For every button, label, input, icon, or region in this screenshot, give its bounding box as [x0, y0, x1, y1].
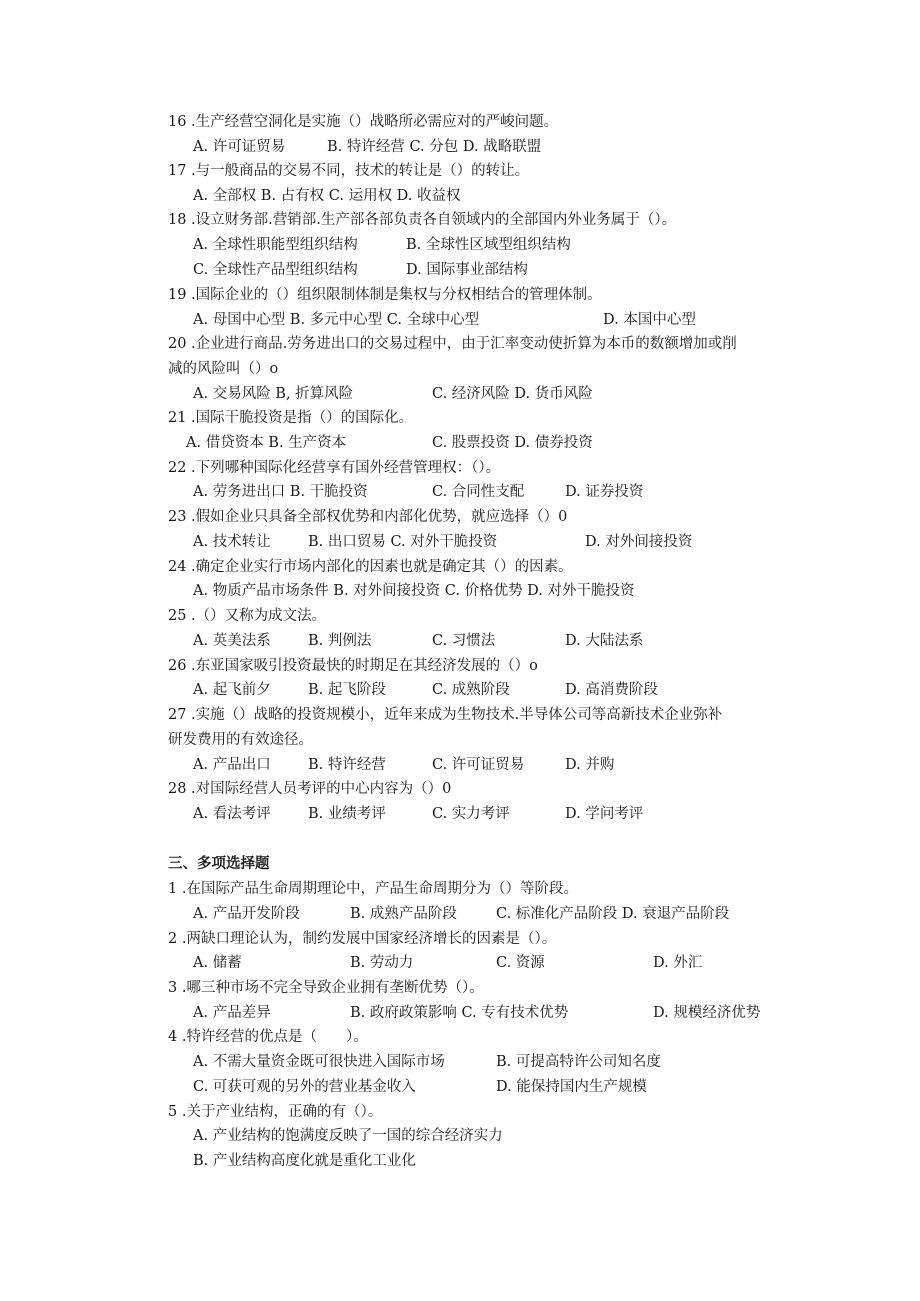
question-26-option-c: C. 成熟阶段 — [432, 682, 510, 698]
multi-question-1-option-a: A. 产品开发阶段 — [193, 906, 300, 922]
question-20-option-ab: A. 交易风险 B, 折算风险 — [193, 386, 354, 402]
multi-question-4-option-c: C. 可获可观的另外的营业基金收入 — [193, 1079, 416, 1095]
multi-question-1-option-b: B. 成熟产品阶段 — [350, 906, 457, 922]
question-19-option-abc: A. 母国中心型 B. 多元中心型 C. 全球中心型 — [193, 312, 480, 328]
multi-question-3-option-d: D. 规模经济优势 — [653, 1005, 761, 1021]
question-22-option-c: C. 合同性支配 — [432, 484, 525, 500]
question-22-stem: 22 .下列哪种国际化经营享有国外经营管理权：（）。 — [168, 460, 501, 476]
question-28-option-a: A. 看法考评 — [193, 806, 271, 822]
multi-question-2-stem: 2 .两缺口理论认为，制约发展中国家经济增长的因素是（）。 — [168, 931, 557, 947]
question-28-option-b: B. 业绩考评 — [308, 806, 386, 822]
question-27-option-d: D. 并购 — [565, 757, 615, 773]
question-24-options: A. 物质产品市场条件 B. 对外间接投资 C. 价格优势 D. 对外干脆投资 — [193, 583, 635, 599]
question-23-option-bc: B. 出口贸易 C. 对外干脆投资 — [308, 534, 498, 550]
multi-question-4-option-a: A. 不需大量资金既可很快进入国际市场 — [193, 1054, 445, 1070]
question-25-option-b: B. 判例法 — [308, 633, 372, 649]
multi-question-5-stem: 5 .关于产业结构，正确的有（）。 — [168, 1104, 383, 1120]
question-25-option-d: D. 大陆法系 — [565, 633, 644, 649]
multi-question-1-option-cd: C. 标准化产品阶段 D. 衰退产品阶段 — [496, 906, 730, 922]
question-28-stem: 28 .对国际经营人员考评的中心内容为（）0 — [168, 781, 452, 797]
multi-question-4-option-d: D. 能保持国内生产规模 — [496, 1079, 647, 1095]
question-28-option-d: D. 学问考评 — [565, 806, 644, 822]
question-25-stem: 25 .（）又称为成文法。 — [168, 608, 327, 624]
question-20-stem-line2: 减的风险叫（）o — [168, 361, 279, 377]
question-19-stem: 19 .国际企业的（）组织限制体制是集权与分权相结合的管理体制。 — [168, 287, 602, 303]
question-28-option-c: C. 实力考评 — [432, 806, 510, 822]
question-23-option-a: A. 技术转让 — [193, 534, 271, 550]
question-16-option-bcd: B. 特许经营 C. 分包 D. 战略联盟 — [327, 139, 542, 155]
question-21-option-ab: A. 借贷资本 B. 生产资本 — [186, 435, 347, 451]
section-heading-multiple-choice: 三、多项选择题 — [168, 856, 270, 872]
multi-question-3-option-a: A. 产品差异 — [193, 1005, 271, 1021]
question-26-stem: 26 .东亚国家吸引投资最快的时期足在其经济发展的（）o — [168, 658, 538, 674]
question-27-stem-line2: 研发费用的有效途径。 — [168, 732, 313, 748]
question-21-stem: 21 .国际干脆投资是指（）的国际化。 — [168, 410, 414, 426]
multi-question-2-option-b: B. 劳动力 — [350, 955, 414, 971]
multi-question-5-option-b: B. 产业结构高度化就是重化工业化 — [193, 1153, 416, 1169]
question-23-stem: 23 .假如企业只具备全部权优势和内部化优势，就应选择（）0 — [168, 509, 568, 525]
multi-question-2-option-d: D. 外汇 — [653, 955, 703, 971]
multi-question-3-stem: 3 .哪三种市场不完全导致企业拥有垄断优势（）。 — [168, 980, 484, 996]
question-26-option-a: A. 起飞前夕 — [193, 682, 271, 698]
question-24-stem: 24 .确定企业实行市场内部化的因素也就是确定其（）的因素。 — [168, 559, 573, 575]
question-27-stem-line1: 27 .实施（）战略的投资规模小，近年来成为生物技术.半导体公司等高新技术企业弥补 — [168, 707, 723, 723]
multi-question-1-stem: 1 .在国际产品生命周期理论中，产品生命周期分为（）等阶段。 — [168, 881, 578, 897]
question-16-option-a: A. 许可证贸易 — [193, 139, 286, 155]
multi-question-5-option-a: A. 产业结构的饱满度反映了一国的综合经济实力 — [193, 1128, 503, 1144]
question-27-option-c: C. 许可证贸易 — [432, 757, 525, 773]
question-18-option-b: B. 全球性区域型组织结构 — [406, 237, 571, 253]
question-20-stem-line1: 20 .企业进行商品.劳务进出口的交易过程中，由于汇率变动使折算为本币的数额增加或削 — [168, 336, 737, 352]
question-18-option-d: D. 国际事业部结构 — [406, 262, 528, 278]
multi-question-4-stem: 4 .特许经营的优点是（ ）。 — [168, 1029, 368, 1045]
question-27-option-a: A. 产品出口 — [193, 757, 271, 773]
question-22-option-ab: A. 劳务进出口 B. 干脆投资 — [193, 484, 368, 500]
question-18-option-c: C. 全球性产品型组织结构 — [193, 262, 358, 278]
question-21-option-cd: C. 股票投资 D. 债券投资 — [432, 435, 593, 451]
question-20-option-cd: C. 经济风险 D. 货币风险 — [432, 386, 593, 402]
question-16-stem: 16 .生产经营空洞化是实施（）战略所必需应对的严峻问题。 — [168, 114, 559, 130]
multi-question-2-option-a: A. 储蓄 — [193, 955, 242, 971]
question-25-option-c: C. 习惯法 — [432, 633, 496, 649]
question-17-stem: 17 .与一般商品的交易不同，技术的转让是（）的转让。 — [168, 163, 530, 179]
question-17-options: A. 全部权 B. 占有权 C. 运用权 D. 收益权 — [193, 188, 461, 204]
question-18-option-a: A. 全球性职能型组织结构 — [193, 237, 358, 253]
question-25-option-a: A. 英美法系 — [193, 633, 271, 649]
question-18-stem: 18 .设立财务部.营销部.生产部各部负责各自领域内的全部国内外业务属于（）。 — [168, 212, 677, 228]
question-19-option-d: D. 本国中心型 — [603, 312, 696, 328]
question-27-option-b: B. 特许经营 — [308, 757, 386, 773]
question-23-option-d: D. 对外间接投资 — [585, 534, 693, 550]
question-26-option-d: D. 高消费阶段 — [565, 682, 658, 698]
multi-question-4-option-b: B. 可提高特许公司知名度 — [496, 1054, 661, 1070]
question-26-option-b: B. 起飞阶段 — [308, 682, 386, 698]
multi-question-3-option-bc: B. 政府政策影响 C. 专有技术优势 — [350, 1005, 569, 1021]
multi-question-2-option-c: C. 资源 — [496, 955, 545, 971]
question-22-option-d: D. 证券投资 — [565, 484, 644, 500]
